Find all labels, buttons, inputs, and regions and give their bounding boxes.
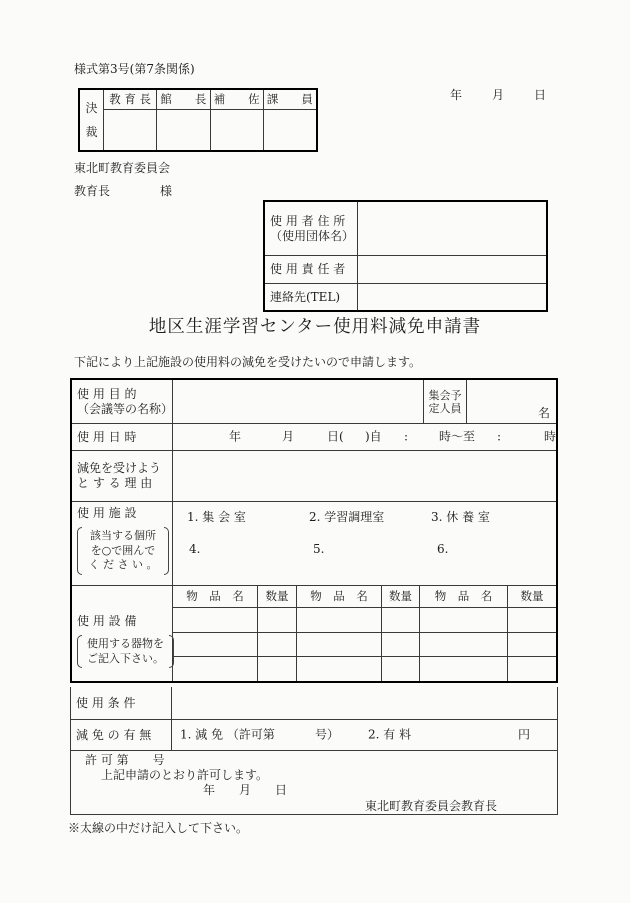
purpose-label: 使 用 目 的 （会議等の名称） [72,380,173,423]
approval-col-hosa: 補 佐 [211,90,264,109]
quantity-header: 数量 [258,586,297,607]
date-field[interactable]: 年 月 日 [450,88,549,102]
tel-label: 連絡先(TEL) [265,284,358,310]
approval-side-label: 決 裁 [80,90,104,150]
equipment-input-cell[interactable] [173,633,258,657]
equipment-input-row [173,656,556,681]
addressee-label: 教育長 [74,184,111,198]
form-title: 地区生涯学習センター使用料減免申請書 [148,317,482,337]
attendees-input-cell[interactable] [467,380,556,423]
approval-stamp-row [104,110,316,150]
facility-options-cell[interactable] [173,502,556,585]
equipment-input-cell[interactable] [173,608,258,632]
exemption-options-cell[interactable] [172,720,557,750]
approval-box [78,88,318,152]
exemption-permit-number-suffix: 号） [315,727,340,742]
main-form-table-upper [70,378,558,683]
tel-input-cell[interactable] [358,284,546,310]
form-number-label: 様式第3号(第7条関係) [74,62,195,76]
approval-header-row [104,90,316,110]
facility-option-6[interactable]: 6. [437,542,449,556]
equipment-input-cell[interactable] [297,608,382,632]
applicant-info-table [263,200,548,312]
item-name-header: 物 品 名 [420,586,508,607]
permit-block [71,750,557,814]
datetime-template-text: 年 [229,429,242,444]
approval-col-kyoikucho: 教 育 長 [104,90,157,109]
equipment-input-cell[interactable] [173,657,258,681]
quantity-header: 数量 [520,589,544,603]
facility-row [72,501,556,585]
exemption-label: 減 免 の 有 無 [71,720,172,750]
address-label: 使 用 者 住 所 （使用団体名） [265,202,358,255]
datetime-template-text: : [497,429,502,444]
footnote-text: ※太線の中だけ記入して下さい。 [68,821,249,835]
approval-col-kancho: 館 長 [157,90,210,109]
equipment-input-cell[interactable] [382,608,420,632]
big-right-paren [164,527,169,575]
equipment-label: 使 用 設 備 使用する器物を ご記入下さい。 [72,586,173,681]
datetime-input-cell[interactable] [173,424,556,450]
equipment-input-cell[interactable] [297,633,382,657]
approval-stamp-cell[interactable] [264,110,316,150]
approval-stamp-cell[interactable] [157,110,210,150]
datetime-label: 使 用 日 時 [72,424,173,450]
conditions-row [71,687,557,719]
organization-name: 東北町教育委員会 [74,161,171,175]
permit-approval-line: 上記申請のとおり許可します。 [101,768,269,783]
reason-input-cell[interactable] [173,451,556,501]
purpose-input-cell[interactable] [173,380,424,423]
equipment-input-cell[interactable] [258,657,297,681]
equipment-input-cell[interactable] [258,633,297,657]
facility-label: 使 用 施 設 該当する個所 を○で囲んで く だ さ い 。 [72,502,173,585]
facility-option-2[interactable]: 2. 学習調理室 [309,510,385,524]
datetime-template-text: )自 [365,429,382,444]
item-name-header: 物 品 名 [297,586,382,607]
equipment-input-cell[interactable] [508,608,556,632]
approval-col-kain: 課 員 [266,92,313,106]
exemption-option-genmen[interactable]: 1. 減 免 （許可第 [180,727,275,742]
applicant-tel-row [265,283,546,310]
approval-stamp-cell[interactable] [104,110,157,150]
reason-label: 減免を受けよう と す る 理 由 [72,451,173,501]
datetime-template-text: 日( [327,429,344,444]
responsible-person-label: 使 用 責 任 者 [265,256,358,283]
equipment-input-cell[interactable] [420,657,508,681]
addressee-line [74,184,214,199]
datetime-template-text: 時 [544,429,557,444]
permit-date-line: 年 月 日 [203,783,288,798]
equipment-input-cell[interactable] [258,608,297,632]
quantity-header: 数量 [382,586,420,607]
equipment-header-row [173,586,556,607]
conditions-input-cell[interactable] [172,687,557,719]
address-input-cell[interactable] [358,202,546,255]
permit-signer-line: 東北町教育委員会教育長 [364,798,497,813]
datetime-template-text: : [404,429,409,444]
equipment-row [72,585,556,681]
applicant-responsible-row [265,255,546,283]
datetime-template-text: 月 [282,429,295,444]
equipment-input-cell[interactable] [382,633,420,657]
intro-text: 下記により上記施設の使用料の減免を受けたいので申請します。 [74,355,422,369]
equipment-input-cell[interactable] [382,657,420,681]
approval-stamp-cell[interactable] [211,110,264,150]
exemption-amount-unit: 円 [518,727,531,742]
item-name-header: 物 品 名 [173,586,258,607]
equipment-input-cell[interactable] [508,633,556,657]
conditions-label: 使 用 条 件 [71,687,172,719]
equipment-input-row [173,632,556,657]
attendees-unit: 名 [537,406,550,420]
exemption-option-paid[interactable]: 2. 有 料 [368,727,412,742]
facility-option-1[interactable]: 1. 集 会 室 [187,510,246,524]
equipment-input-cell[interactable] [420,608,508,632]
equipment-input-cell[interactable] [508,657,556,681]
equipment-note: 使用する器物を ご記入下さい。 [77,635,174,668]
reason-row [72,450,556,501]
main-form-table-lower [70,687,558,815]
equipment-input-cell[interactable] [297,657,382,681]
permit-number-line: 許 可 第 号 [85,753,165,767]
exemption-row [71,719,557,750]
facility-note: 該当する個所 を○で囲んで く だ さ い 。 [77,527,169,575]
attendees-label: 集会予 定人員 [424,380,467,423]
equipment-grid [173,586,556,681]
datetime-row [72,423,556,450]
responsible-person-input-cell[interactable] [358,256,546,283]
equipment-input-cell[interactable] [420,633,508,657]
equipment-input-row [173,607,556,632]
facility-option-4[interactable]: 4. [189,542,201,556]
purpose-row [72,380,556,423]
facility-option-3[interactable]: 3. 休 養 室 [431,510,490,524]
facility-option-5[interactable]: 5. [313,542,325,556]
datetime-template-text: 時〜至 [439,429,476,444]
addressee-suffix: 様 [160,184,173,198]
applicant-address-row [265,202,546,255]
